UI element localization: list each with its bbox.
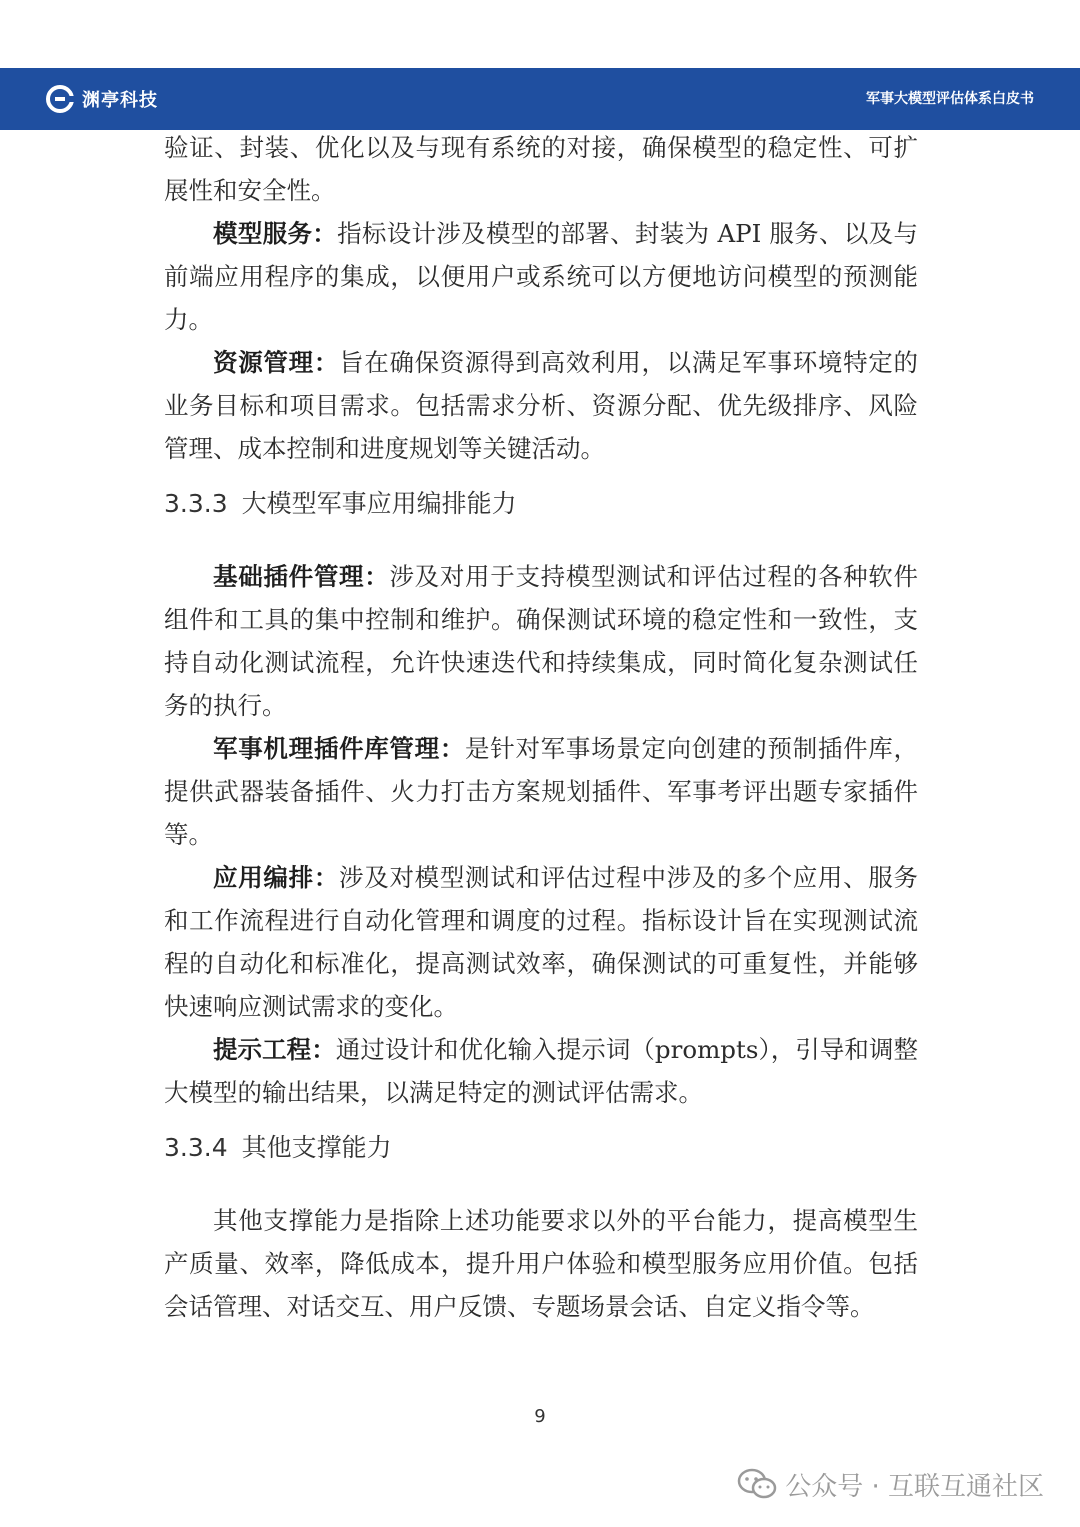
term-label: 提示工程： [213, 1035, 336, 1064]
paragraph-app-orchestration [164, 856, 918, 1028]
term-text: 旨在确保资源得到高效利用，以满足军事环境特定的业务目标和项目需求。包括需求分析、资源分配、优先级排序、风险管理、成本控制和进度规划等关键活动。 [164, 348, 919, 463]
term-text: 通过设计和优化输入提示词（prompts），引导和调整大模型的输出结果，以满足特定的测试评估需求。 [164, 1035, 919, 1107]
logo-icon [46, 85, 74, 113]
term-text: 是针对军事场景定向创建的预制插件库，提供武器装备插件、火力打击方案规划插件、军事考评出题专家插件等。 [164, 734, 919, 849]
paragraph-model-service [164, 212, 918, 341]
section-number: 3.3.4 [164, 1133, 228, 1162]
logo-text: 渊亭科技 [82, 90, 158, 111]
paragraph: 验证、封装、优化以及与现有系统的对接，确保模型的稳定性、可扩展性和安全性。 [164, 133, 918, 205]
section-heading-3-3-3 [164, 482, 918, 525]
section-number: 3.3.3 [164, 489, 228, 518]
paragraph-prompt-engineering [164, 1028, 918, 1114]
watermark-text: 公众号 · 互联互通社区 [785, 1471, 1044, 1502]
term-text: 涉及对用于支持模型测试和评估过程的各种软件组件和工具的集中控制和维护。确保测试环境的稳定性和一致性，支持自动化测试流程，允许快速迭代和持续集成，同时简化复杂测试任务的执行。 [164, 562, 919, 720]
paragraph-other-support: 其他支撑能力是指除上述功能要求以外的平台能力，提高模型生产质量、效率，降低成本，提升用户体验和模型服务应用价值。包括会话管理、对话交互、用户反馈、专题场景会话、自定义指令等。 [164, 1206, 918, 1321]
term-label: 军事机理插件库管理： [213, 734, 466, 763]
page-content [164, 126, 918, 1328]
section-heading-3-3-4 [164, 1126, 918, 1169]
section-title: 大模型军事应用编排能力 [241, 489, 517, 518]
paragraph-basic-plugin [164, 555, 918, 727]
paragraph-military-plugin-library [164, 727, 918, 856]
term-label: 基础插件管理： [213, 562, 390, 591]
term-text: 指标设计涉及模型的部署、封装为 API 服务、以及与前端应用程序的集成，以便用户或系统可以方便地访问模型的预测能力。 [164, 219, 919, 334]
term-label: 资源管理： [213, 348, 340, 377]
term-text: 涉及对模型测试和评估过程中涉及的多个应用、服务和工作流程进行自动化管理和调度的过程。指标设计旨在实现测试流程的自动化和标准化，提高测试效率，确保测试的可重复性，并能够快速响应测试需求的变化。 [164, 863, 919, 1021]
paragraph-resource-management [164, 341, 918, 470]
watermark [737, 1464, 1044, 1504]
header-bar [0, 68, 1080, 130]
document-title: 军事大模型评估体系白皮书 [866, 91, 1034, 107]
section-title: 其他支撑能力 [241, 1133, 392, 1162]
logo [46, 68, 158, 130]
term-label: 应用编排： [213, 863, 340, 892]
term-label: 模型服务： [213, 219, 338, 248]
page-number: 9 [534, 1406, 546, 1427]
wechat-icon [737, 1468, 777, 1500]
